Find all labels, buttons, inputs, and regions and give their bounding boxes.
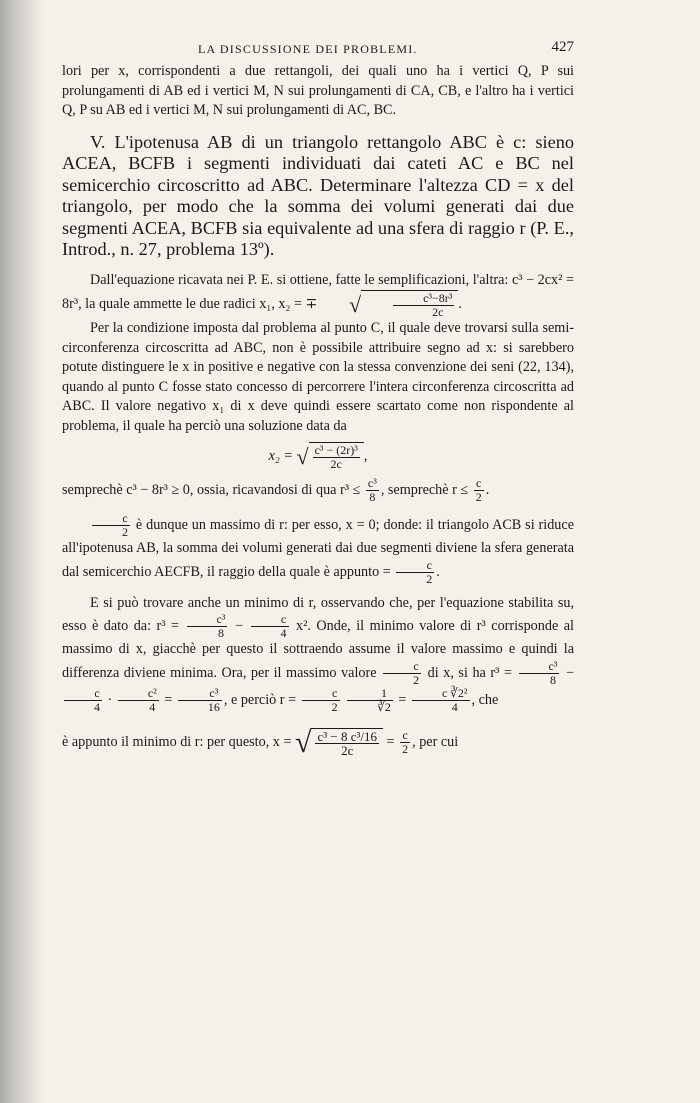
p5-d: , e perciò r = <box>223 691 297 708</box>
p4-num: c <box>92 512 130 526</box>
running-header <box>62 38 574 62</box>
p3-c-den: 2 <box>475 490 482 504</box>
p5-e: , che <box>471 691 499 708</box>
intro-paragraph: lori per x, corrispondenti a due rettangoli, dei quali uno ha i vertici Q, P sui prolungamenti di AB ed i vertici M, N sui prolungamenti di CA, CB, e l'altro ha i vertici Q, P su AB ed i vertici M, N sui prolungamenti di AC, BC. <box>62 63 574 118</box>
eq1-lhs: x₂ = <box>268 447 293 464</box>
running-title: LA DISCUSSIONE DEI PROBLEMI. <box>198 42 418 56</box>
paragraph-maximum: $\frac{c}{2}$ è dunque un massimo di r: per esso, x = 0; donde: il triangolo ACB si riduce all'ipotenusa AB, la somma dei volumi generati dai due segmenti diviene la sfera generata dal semicerchio AECFB, il raggio della quale è appunto = $\frac{c}{2}$ . <box>62 511 574 586</box>
p4-den: 2 <box>122 525 128 539</box>
p1-num: c³−8r³ <box>393 292 454 306</box>
p6-a: è appunto il minimo di r: per questo, x = <box>62 733 292 750</box>
p1-den: 2c <box>432 305 444 319</box>
p4-text: è dunque un massimo di r: per esso, x = 0; donde: il triangolo ACB si riduce all'ipotenusa AB, la somma dei volumi generati dai due segmenti diviene la sfera generata dal semicerchio AECFB, il raggio della quale è appunto = <box>62 516 574 580</box>
p1-sqrt: √ $\frac{\text{c³−8r³}}{2c}$ <box>321 290 458 319</box>
p6-den: 2c <box>341 742 354 758</box>
scan-edge-shadow <box>0 0 44 1103</box>
p1-roots: x₁, x₂ = ∓ <box>259 295 318 312</box>
page <box>62 38 574 757</box>
page-number: 427 <box>551 39 574 55</box>
p3-a: semprechè c³ − 8r³ ≥ 0, ossia, ricavandosi di qua r³ ≤ <box>62 481 361 498</box>
problem-statement: V. L'ipotenusa AB di un triangolo rettangolo ABC è c: sieno ACEA, BCFB i segmenti individuati dai cateti AC e BC nel semicerchio circoscritto ad ABC. Determinare l'altezza CD = x del triangolo, per modo che la somma dei volumi generati dai due segmenti ACEA, BCFB sia equivalente ad una sfera di raggio r (P. E., Introd., n. 27, problema 13º). <box>62 131 574 259</box>
p3-b: , semprechè r ≤ <box>380 481 469 498</box>
p5-a: E si può trovare anche un minimo di r, osservando che, per l'equazione stabilita su, esso è dato da: r³ = <box>62 594 574 634</box>
paragraph-final: è appunto il minimo di r: per questo, x = √ $\frac{\text{c³ − 8 c³/16}}{2c}$ = $\frac{c}{2}$ , per cui <box>62 725 459 759</box>
p6-num: c³ − 8 c³/16 <box>317 728 377 744</box>
p6-b: = <box>386 733 395 750</box>
p3-den: 8 <box>369 490 376 504</box>
p6-c: , per cui <box>412 733 459 750</box>
eq1-den: 2c <box>330 457 342 471</box>
eq1-num: c³ − (2r)³ <box>314 443 358 457</box>
p1-text: Dall'equazione ricavata nei P. E. si ottiene, fatte le semplificazioni, l'altra: c³ − 2cx² = 8r³, la quale ammette le due radici <box>62 271 574 312</box>
p3-c-num: c <box>474 477 484 491</box>
p3-num: c³ <box>367 476 377 490</box>
paragraph-condition: Per la condizione imposta dal problema al punto C, il quale deve trovarsi sulla semi-circonferenza circoscritta ad ABC, non è possibile attribuire segno ad x: si sarebbero potute distinguere le x in positive e negative con la stessa convenzione dei seni (22, 134), quando al punto C fosse stato concesso di percorrere l'intera circonferenza circoscritta ad ABC. Il valore negativo x₁ di x deve quindi essere scartato come non rispondente al problema, il quale ha perciò una soluzione data da <box>62 320 574 434</box>
paragraph-equation-roots: Dall'equazione ricavata nei P. E. si ottiene, fatte le semplificazioni, l'altra: c³ − 2cx² = 8r³, la quale ammette le due radici x₁, x₂ = ∓ √ $\frac{\text{c³−8r³}}{2c}$ . <box>62 271 574 319</box>
equation-x2: x₂ = √ $\frac{\text{c³ − (2r)³}}{2c}$ , <box>268 443 368 471</box>
paragraph-minimum: E si può trovare anche un minimo di r, osservando che, per l'equazione stabilita su, esso è dato da: r³ = $\frac{\text{c³}}{8}$ − $\frac{c}{4}$ x². Onde, il minimo valore di r³ corrisponde al massimo di x, giacchè per questo il sottraendo assume il valore massimo e quindi la differenza diviene minima. Ora, per il massimo valore $\frac{c}{2}$ di x, si ha r³ = $\frac{\text{c³}}{8}$ − $\frac{c}{4}$ · $\frac{\text{c²}}{4}$ = $\frac{\text{c³}}{16}$ , e perciò r = $\frac{c}{2}$ $\frac{1}{∛2}$ = $\frac{\text{c ∛2²}}{4}$ , che <box>62 594 575 714</box>
p5-c: di x, si ha r³ = <box>427 664 512 681</box>
p5-b: x². Onde, il minimo valore di r³ corrisponde al massimo di x, giacchè per questo il sottraendo assume il valore massimo e quindi la differenza diviene minima. Ora, per il massimo valore <box>62 617 574 681</box>
paragraph-inequality: semprechè c³ − 8r³ ≥ 0, ossia, ricavandosi di qua r³ ≤ $\frac{\text{c³}}{8}$ , semprechè r ≤ $\frac{c}{2}$ . <box>62 476 490 504</box>
